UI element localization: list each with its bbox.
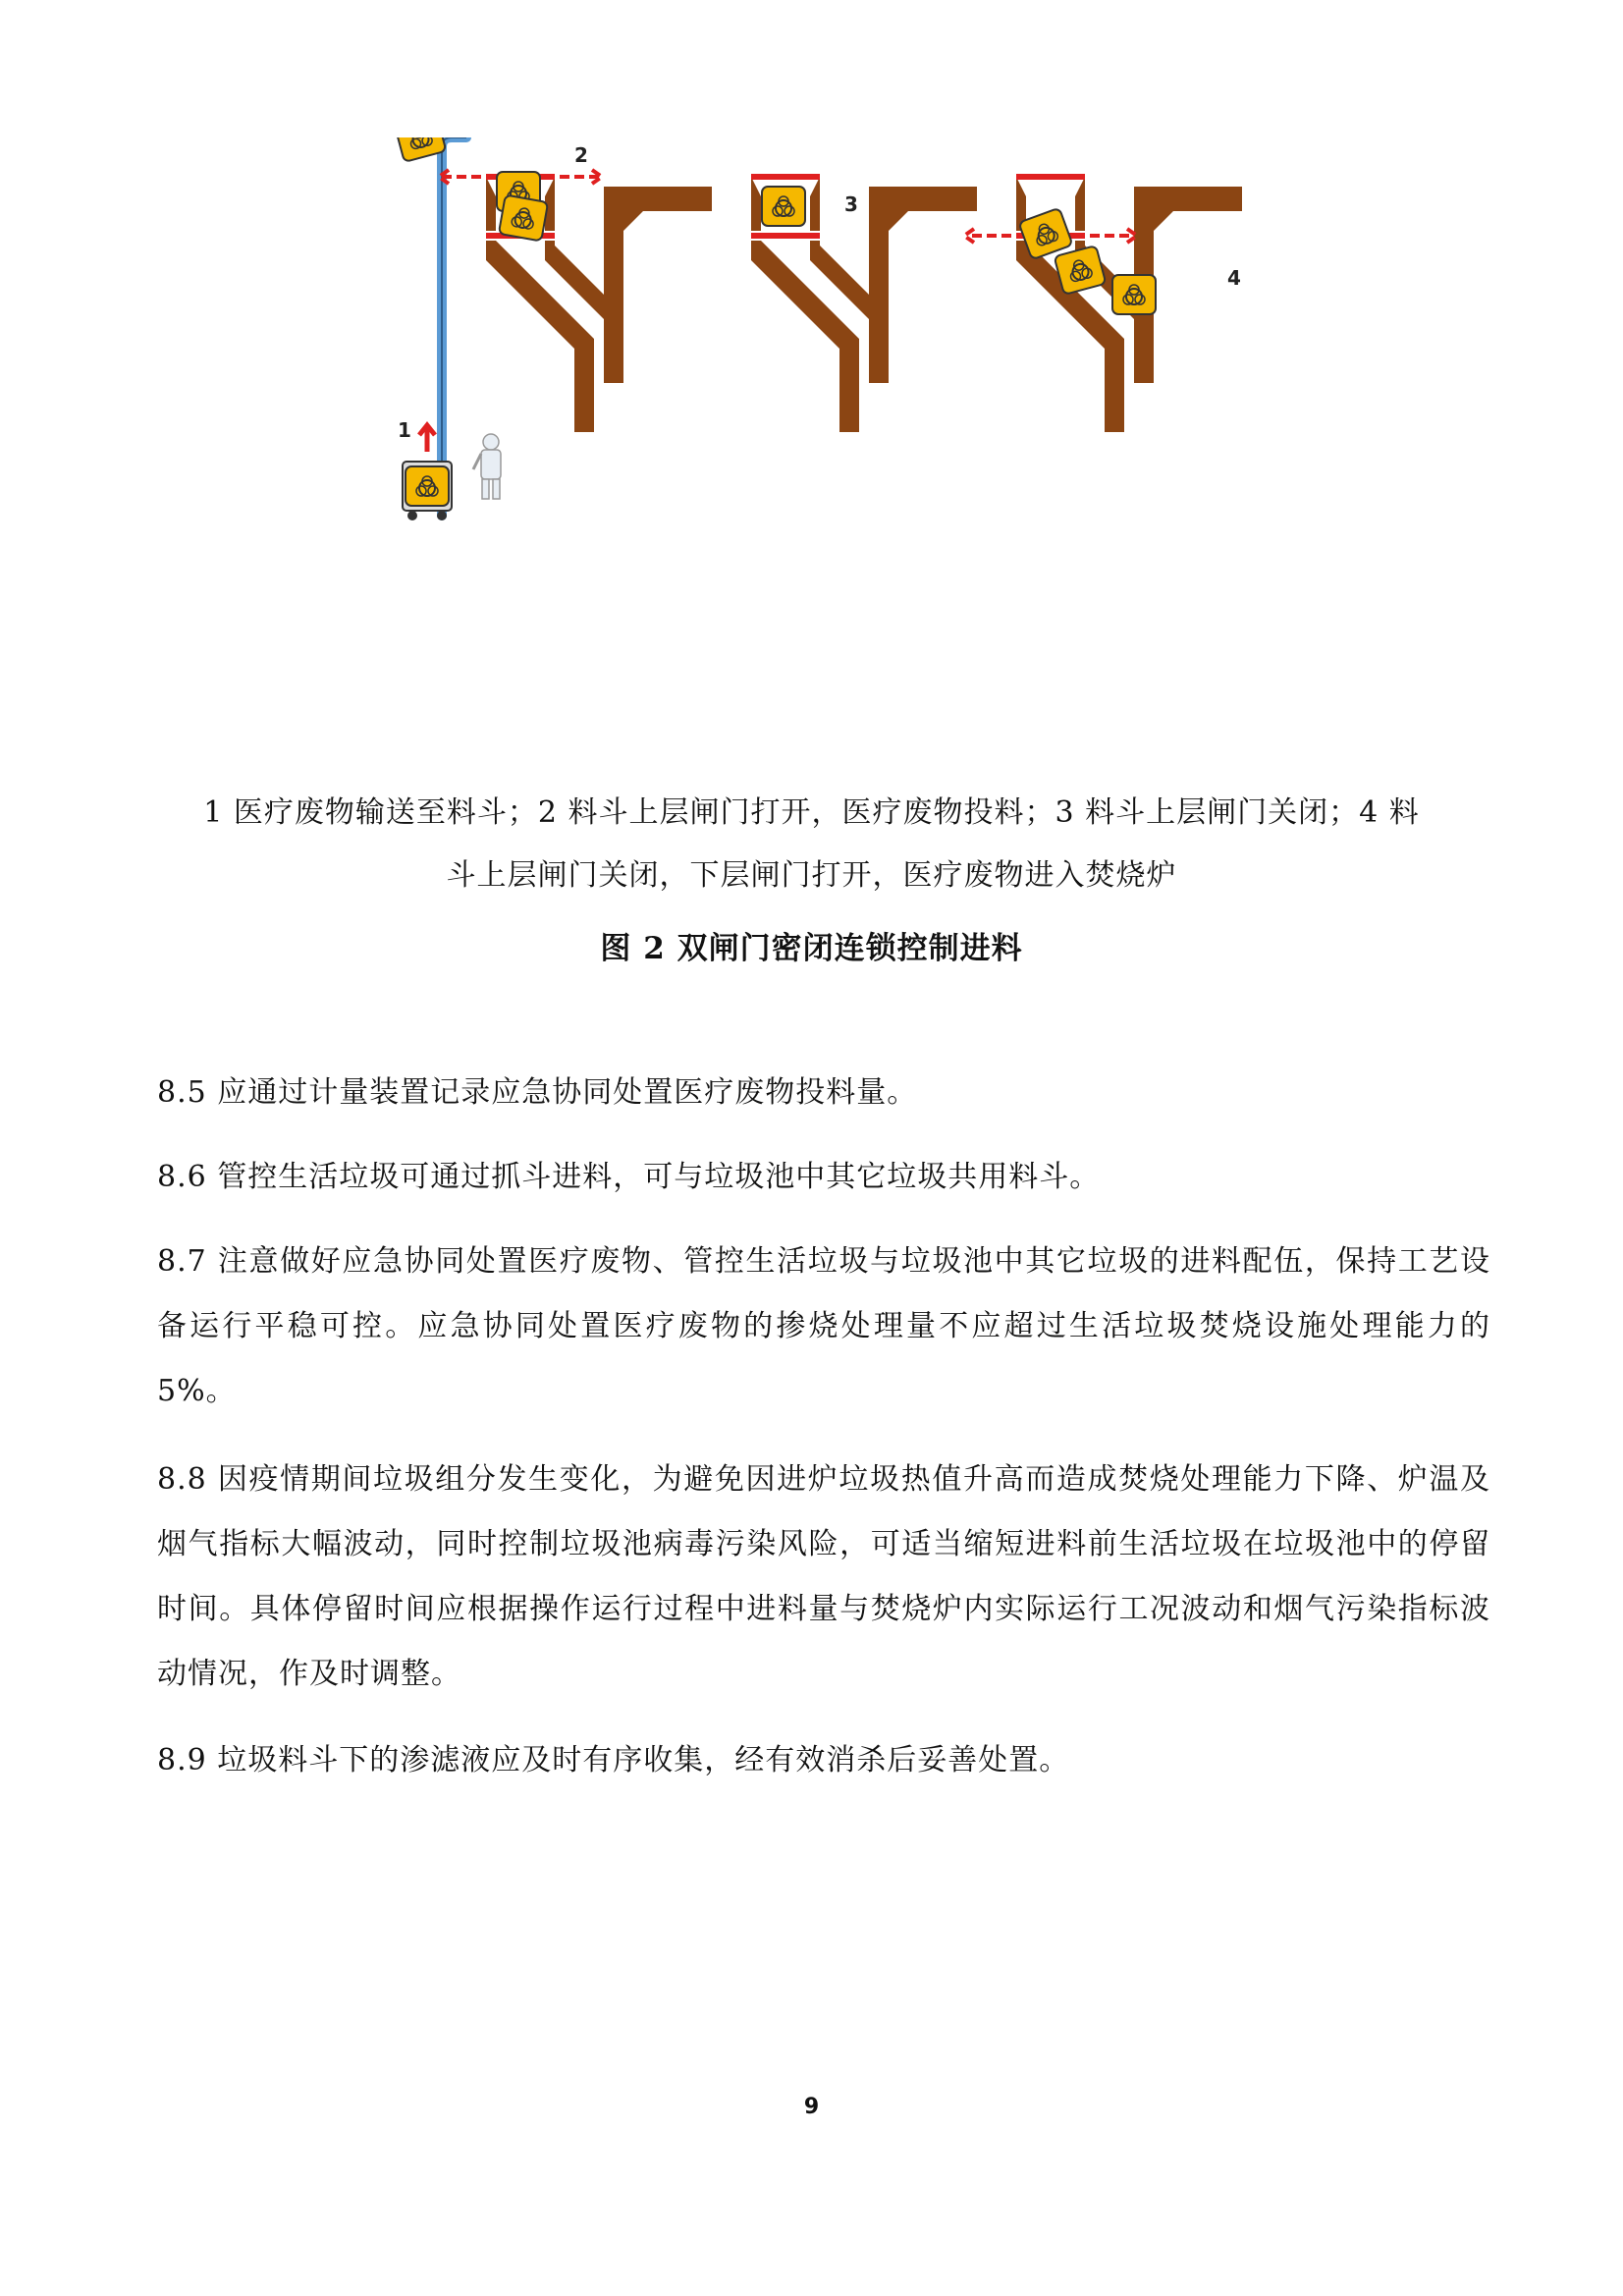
hopper-stage-3 — [751, 174, 977, 432]
step-label-1: 1 — [398, 418, 411, 442]
page-number: 9 — [803, 2095, 820, 2119]
figure-title: 图 2 双闸门密闭连锁控制进料 — [600, 931, 1023, 966]
figure-caption-line-2: 斗上层闸门关闭，下层闸门打开，医疗废物进入焚烧炉 — [446, 858, 1177, 893]
step-label-2: 2 — [574, 143, 588, 167]
stage-lift — [395, 137, 501, 520]
paragraph-8-5: 8.5 应通过计量装置记录应急协同处置医疗废物投料量。 — [157, 1075, 918, 1110]
step-label-4: 4 — [1227, 266, 1241, 290]
hopper-stage-2 — [439, 170, 712, 432]
hopper-stage-4 — [964, 174, 1242, 432]
paragraph-8-9: 8.9 垃圾料斗下的渗滤液应及时有序收集，经有效消杀后妥善处置。 — [157, 1743, 1070, 1777]
worker-figure — [473, 434, 501, 499]
paragraph-8-7: 8.7 注意做好应急协同处置医疗废物、管控生活垃圾与垃圾池中其它垃圾的进料配伍，保持工艺设备运行平稳可控。应急协同处置医疗废物的掺烧处理量不应超过生活垃圾焚烧设施处理能力的 5%。 — [157, 1244, 1490, 1408]
step-label-3: 3 — [844, 192, 858, 216]
bin-cart — [403, 462, 452, 520]
paragraph-8-8: 8.8 因疫情期间垃圾组分发生变化，为避免因进炉垃圾热值升高而造成焚烧处理能力下降、炉温及烟气指标大幅波动，同时控制垃圾池病毒污染风险，可适当缩短进料前生活垃圾在垃圾池中的停留时间。具体停留时间应根据操作运行过程中进料量与焚烧炉内实际运行工况波动和烟气污染指标波动情况，作及时调整。 — [157, 1462, 1490, 1691]
paragraph-8-6: 8.6 管控生活垃圾可通过抓斗进料，可与垃圾池中其它垃圾共用料斗。 — [157, 1160, 1101, 1194]
figure-caption-line-1: 1 医疗废物输送至料斗；2 料斗上层闸门打开，医疗废物投料；3 料斗上层闸门关闭；4 料 — [203, 795, 1420, 830]
feeding-diagram — [388, 137, 1271, 776]
